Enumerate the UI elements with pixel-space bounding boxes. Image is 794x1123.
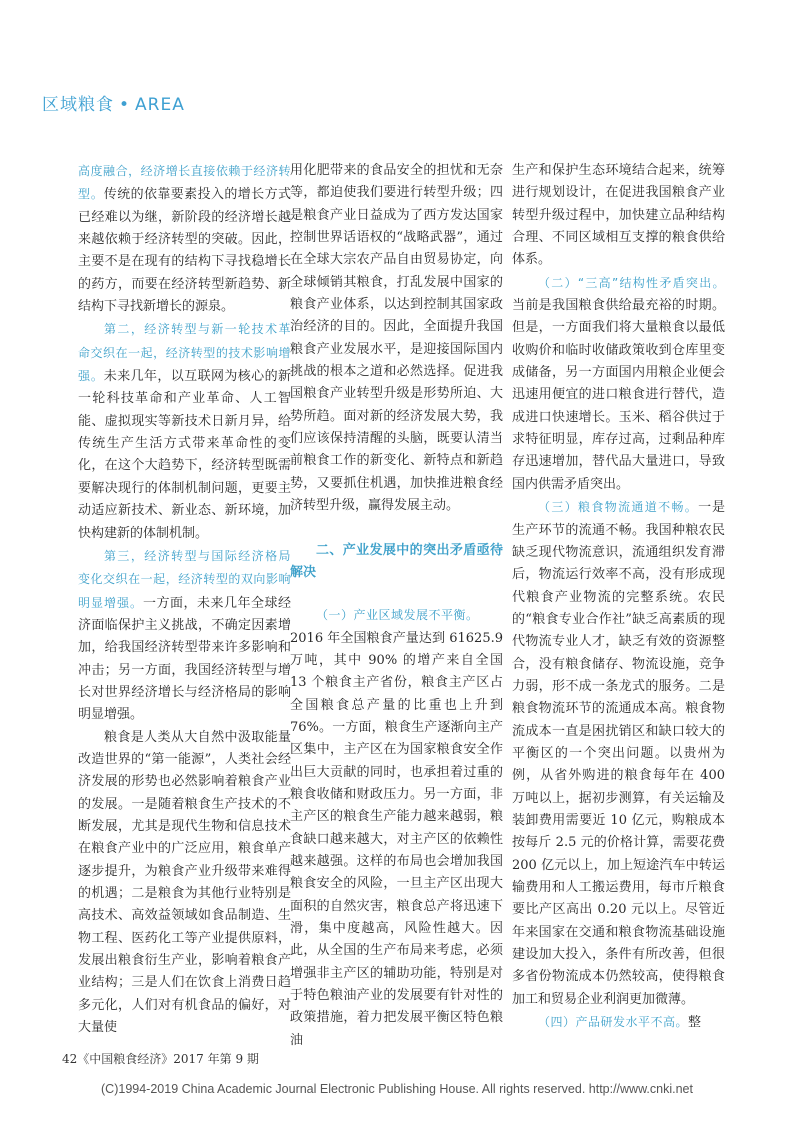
paragraph (512, 272, 725, 496)
paragraph (78, 318, 291, 544)
paragraph (512, 496, 725, 1011)
section-header (42, 90, 185, 115)
emphasis-text: （二）“三高”结构性矛盾突出。 (538, 275, 725, 290)
column-right (512, 160, 725, 1034)
page-footer (62, 1050, 259, 1067)
section-title-en: AREA (135, 95, 185, 115)
body-text: 粮食是人类从大自然中汲取能量改造世界的“第一能源”，人类社会经济发展的形势也必然影响着粮食产业的发展。一是随着粮食生产技术的不断发展，尤其是现代生物和信息技术在粮食产业中的广泛应用，粮食单产逐步提升，为粮食产业升级带来难得的机遇；二是粮食为其他行业特别是高技术、高效益领域如食品制造、生物工程、医药化工等产业提供原料，发展出粮食衍生产业，影响着粮食产业结构；三是人们在饮食上消费日趋多元化，人们对有机食品的偏好，对大量使 (78, 729, 291, 1036)
paragraph (512, 160, 725, 272)
section-title-cn: 区域粮食 (42, 95, 114, 115)
page-number: 42 (62, 1052, 78, 1066)
paragraph (78, 160, 291, 318)
emphasis-text: （三）粮食物流通道不畅。 (538, 500, 699, 515)
journal-issue: 《中国粮食经济》2017 年第 9 期 (77, 1052, 259, 1066)
paragraph (290, 160, 503, 518)
body-text: 一是生产环节的流通不畅。我国种粮农民缺乏现代物流意识，流通组织发育滞后，物流运行效率不高，没有形成现代粮食产业物流的完整系统。农民的“粮食专业合作社”缺乏高素质的现代物流专业人才，缺乏有效的资源整合，没有粮食储存、物流设施，竞争力弱，形不成一条龙式的服务。二是粮食物流环节的流通成本高。粮食物流成本一直是困扰销区和缺口较大的平衡区的一个突出问题。以贵州为例，从省外购进的粮食每年在 400 万吨以上，据初步测算，有关运输及装卸费用需要近 10 亿元，购粮成本按每斤 2.5 元的价格计算，需要花费 200 亿元以上，加上短途汽车中转运输费用和人工搬运费用，每市斤粮食要比产区高出 0.20 元以上。尽管近年来国家在交通和粮食物流基础设施建设加大投入，条件有所改善，但很多省份物流成本仍然较高，使得粮食加工和贸易企业利润更加微薄。 (512, 500, 725, 1007)
body-text: 未来几年，以互联网为核心的新一轮科技革命和产业革命、人工智能、虚拟现实等新技术日新月异，给传统生产生活方式带来革命性的变化，在这个大趋势下，经济转型既需要解决现行的体制机制问题，更要主动适应新技术、新业态、新环境，加快构建新的体制机制。 (78, 369, 291, 541)
emphasis-text: （一）产业区域发展不平衡。 (316, 608, 479, 623)
body-text: 传统的依靠要素投入的增长方式已经难以为继，新阶段的经济增长越来越依赖于经济转型的突破。因此，主要不是在现有的结构下寻找稳增长的药方，而要在经济转型新趋势、新结构下寻找新增长的源泉。 (78, 187, 291, 315)
separator-dot: • (119, 95, 131, 115)
emphasis-text: 高度融合，经济增长直接依赖于经济转型。 (78, 164, 291, 202)
emphasis-text: 第三，经济转型与国际经济格局变化交织在一起，经济转型的双向影响明显增强。 (78, 548, 291, 610)
body-text: 一方面，未来几年全球经济面临保护主义挑战，不确定因素增加，给我国经济转型带来许多影响和冲击；另一方面，我国经济转型与增长对世界经济增长与经济格局的影响明显增强。 (78, 595, 291, 723)
body-text: 用化肥带来的食品安全的担忧和无奈等，都迫使我们要进行转型升级；四是粮食产业日益成为了西方发达国家控制世界话语权的“战略武器”，通过在全球大宗农产品自由贸易协定，向全球倾销其粮食，打乱发展中国家的粮食产业体系，以达到控制其国家政治经济的目的。因此，全面提升我国粮食产业发展水平，是迎接国际国内挑战的根本之道和必然选择。促进我国粮食产业转型升级是形势所迫、大势所趋。面对新的经济发展大势，我们应该保持清醒的头脑，既要认清当前粮食工作的新变化、新特点和新趋势，又要抓住机遇，加快推进粮食经济转型升级，赢得发展主动。 (290, 163, 503, 514)
copyright-notice: (C)1994-2019 China Academic Journal Electronic Publishing House. All rights reserved. http://www.cnki.net (101, 1082, 693, 1096)
section-heading: 二、产业发展中的突出矛盾亟待解决 (290, 542, 503, 580)
body-text: 2016 年全国粮食产量达到 61625.9 万吨，其中 90% 的增产来自全国 13 个粮食主产省份，粮食主产区占全国粮食总产量的比重也上升到 76%。一方面，粮食生产逐渐向主产区集中，主产区在为国家粮食安全作出巨大贡献的同时，也承担着过重的粮食收储和财政压力。另一方面，非主产区的粮食生产能力越来越弱，粮食缺口越来越大，对主产区的依赖性越来越强。这样的布局也会增加我国粮食安全的风险，一旦主产区出现大面积的自然灾害，粮食总产将迅速下滑，集中度越高，风险性越大。因此，从全国的生产布局来考虑，必须增强非主产区的辅助功能，特别是对于特色粮油产业的发展要有针对性的政策措施，着力把发展平衡区特色粮油 (290, 630, 503, 1048)
emphasis-text: （四）产品研发水平不高。 (538, 1015, 689, 1030)
paragraph (78, 727, 291, 1040)
paragraph (290, 604, 503, 1052)
body-text: 生产和保护生态环境结合起来，统筹进行规划设计，在促进我国粮食产业转型升级过程中，加快建立品种结构合理、不同区域相互支撑的粮食供给体系。 (512, 163, 725, 268)
paragraph (78, 545, 291, 727)
body-text: 当前是我国粮食供给最充裕的时期。但是，一方面我们将大量粮食以最低收购价和临时收储政策收到仓库里变成储备，另一方面国内用粮企业便会迅速用便宜的进口粮食进行替代，造成进口快速增长。玉米、稻谷供过于求特征明显，库存过高，过剩品种库存迅速增加，替代品大量进口，导致国内供需矛盾突出。 (512, 298, 725, 492)
paragraph (512, 1011, 725, 1034)
column-left (78, 160, 291, 1039)
emphasis-text: 第二，经济转型与新一轮技术革命交织在一起，经济转型的技术影响增强。 (78, 322, 291, 384)
body-text: 整 (688, 1015, 702, 1031)
column-middle (290, 160, 503, 1052)
